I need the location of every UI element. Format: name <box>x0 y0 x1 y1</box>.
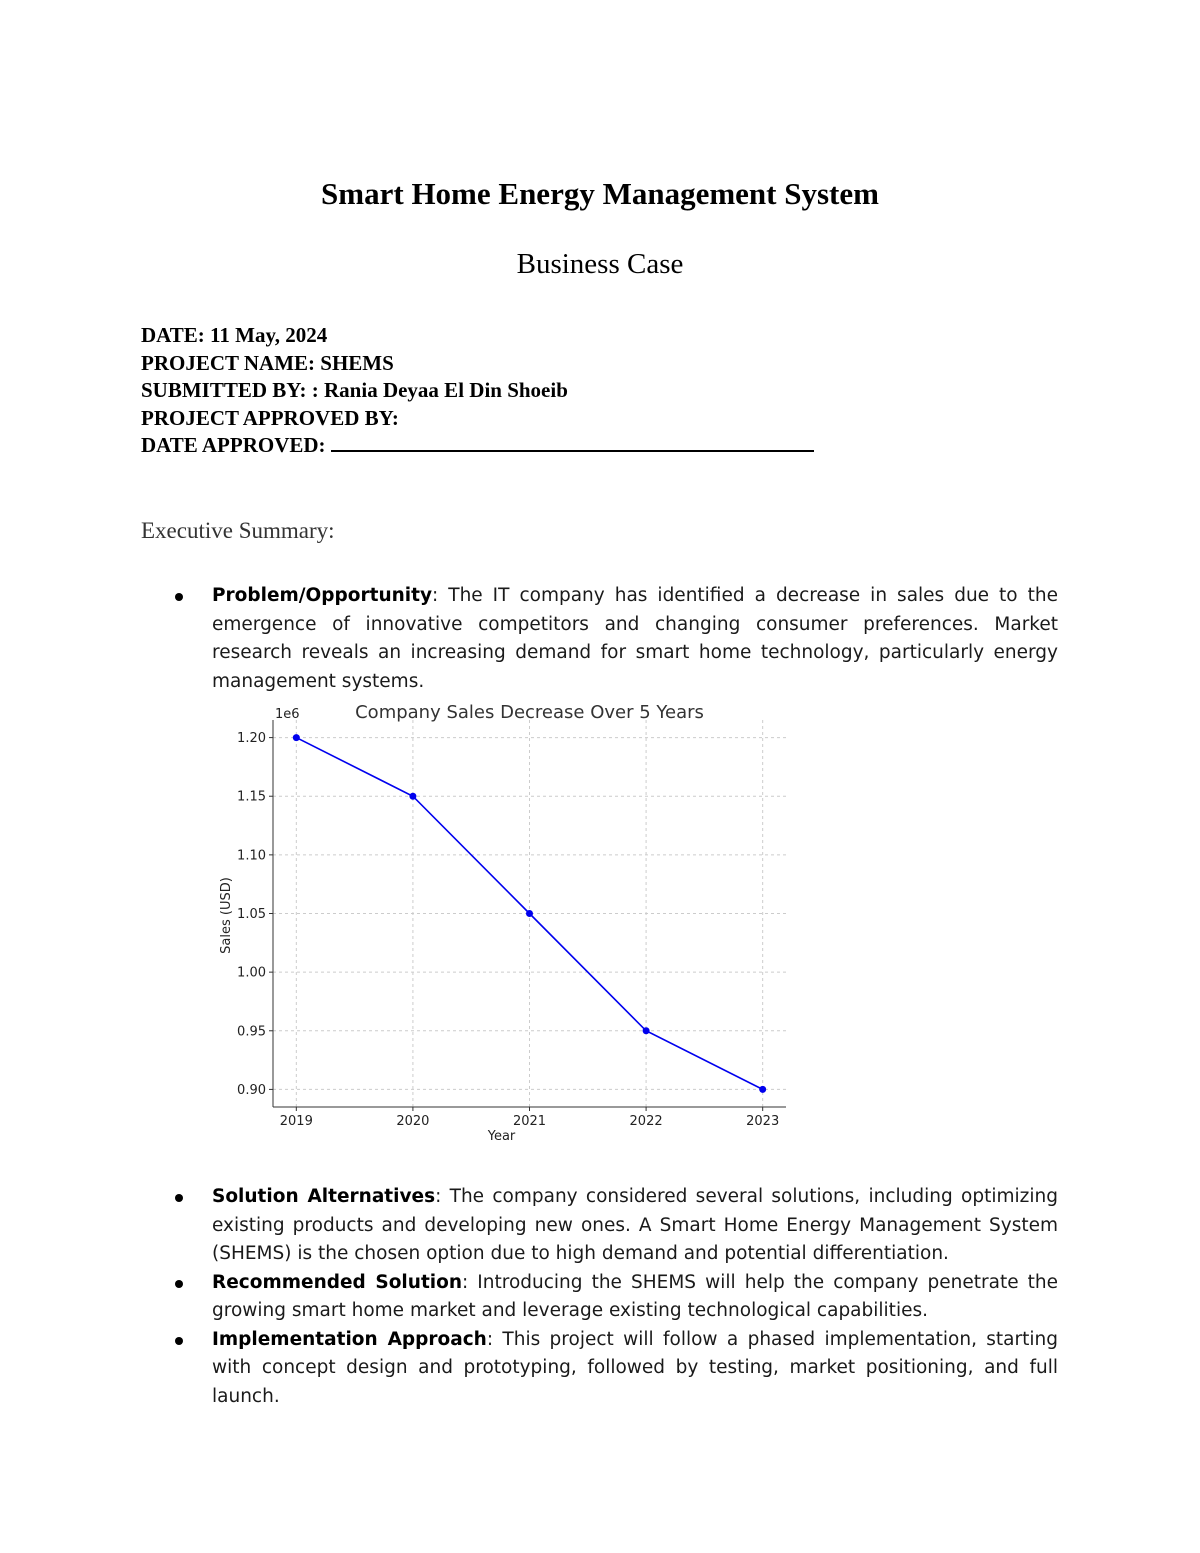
project-meta <box>141 322 814 460</box>
meta-date-value: 11 May, 2024 <box>210 323 328 347</box>
meta-submitted-by-value: Rania Deyaa El Din Shoeib <box>324 378 568 402</box>
meta-approved-by-label: PROJECT APPROVED BY: <box>141 405 399 430</box>
x-tick-label: 2020 <box>396 1114 430 1129</box>
bullet-problem-opportunity <box>141 582 1058 696</box>
x-tick-label: 2023 <box>746 1114 780 1129</box>
bullet-text: : Introducing the SHEMS will help the company penetrate the growing smart home market and leverage existing technological capabilities. <box>212 1271 1059 1321</box>
meta-project-name-value: SHEMS <box>320 350 394 375</box>
meta-project-name-label: PROJECT NAME: <box>141 350 316 375</box>
y-tick-label: 1.00 <box>237 965 266 981</box>
data-point <box>526 910 533 917</box>
meta-submitted-by-label: SUBMITTED BY: : <box>141 378 319 402</box>
y-tick-label: 1.20 <box>237 731 266 747</box>
bullet-recommended-solution <box>141 1269 1058 1326</box>
bullet-dot-icon <box>175 1337 183 1345</box>
date-approved-blank-line <box>331 432 814 452</box>
executive-summary-heading: Executive Summary: <box>141 518 335 543</box>
axis-offset-label: 1e6 <box>275 707 300 722</box>
y-tick-label: 1.10 <box>237 848 266 864</box>
data-point <box>293 734 300 741</box>
data-point <box>643 1027 650 1034</box>
meta-date-label: DATE: <box>141 323 205 347</box>
y-tick-label: 1.15 <box>237 789 266 805</box>
x-tick-label: 2022 <box>629 1114 663 1129</box>
bullet-text: : This project will follow a phased implementation, starting with concept design and prototyping, followed by testing, market positioning, and full launch. <box>212 1328 1058 1407</box>
meta-date <box>141 322 814 350</box>
meta-project-name <box>141 350 814 378</box>
bullet-term: Problem/Opportunity <box>212 585 433 606</box>
bullet-solution-alternatives <box>141 1183 1058 1269</box>
x-axis-label: Year <box>487 1129 516 1144</box>
bullet-list-top <box>141 582 1058 696</box>
document-subtitle: Business Case <box>516 248 684 280</box>
sales-line-chart <box>210 698 800 1148</box>
meta-date-approved-label: DATE APPROVED: <box>141 433 326 457</box>
document-title: Smart Home Energy Management System <box>321 176 879 211</box>
y-axis-label: Sales (USD) <box>219 877 234 954</box>
x-tick-label: 2019 <box>279 1114 313 1129</box>
y-tick-label: 1.05 <box>237 907 266 922</box>
meta-approved-by <box>141 405 814 433</box>
bullet-term: Implementation Approach <box>212 1328 487 1350</box>
bullet-dot-icon <box>175 1194 183 1202</box>
bullet-dot-icon <box>175 1280 183 1288</box>
bullet-term: Recommended Solution <box>212 1271 463 1293</box>
meta-date-approved <box>141 432 814 460</box>
bullet-text: : The IT company has identified a decrease in sales due to the emergence of innovative competitors and changing consumer preferences. Market research reveals an increasing demand for smart home technology, particularly energy management systems. <box>212 585 1058 692</box>
bullet-text: : The company considered several solutions, including optimizing existing products and developing new ones. A Smart Home Energy Management System (SHEMS) is the chosen option due to high demand and potential differentiation. <box>212 1186 1058 1264</box>
x-tick-label: 2021 <box>512 1114 547 1129</box>
bullet-list-bottom <box>141 1183 1058 1411</box>
chart-title: Company Sales Decrease Over 5 Years <box>355 702 704 723</box>
data-point <box>409 793 416 800</box>
bullet-dot-icon <box>175 593 183 601</box>
bullet-term: Solution Alternatives <box>212 1186 436 1207</box>
y-tick-label: 0.90 <box>237 1082 266 1098</box>
bullet-implementation-approach <box>141 1326 1058 1412</box>
data-point <box>759 1086 766 1093</box>
y-tick-label: 0.95 <box>237 1024 266 1040</box>
meta-submitted-by <box>141 377 814 405</box>
